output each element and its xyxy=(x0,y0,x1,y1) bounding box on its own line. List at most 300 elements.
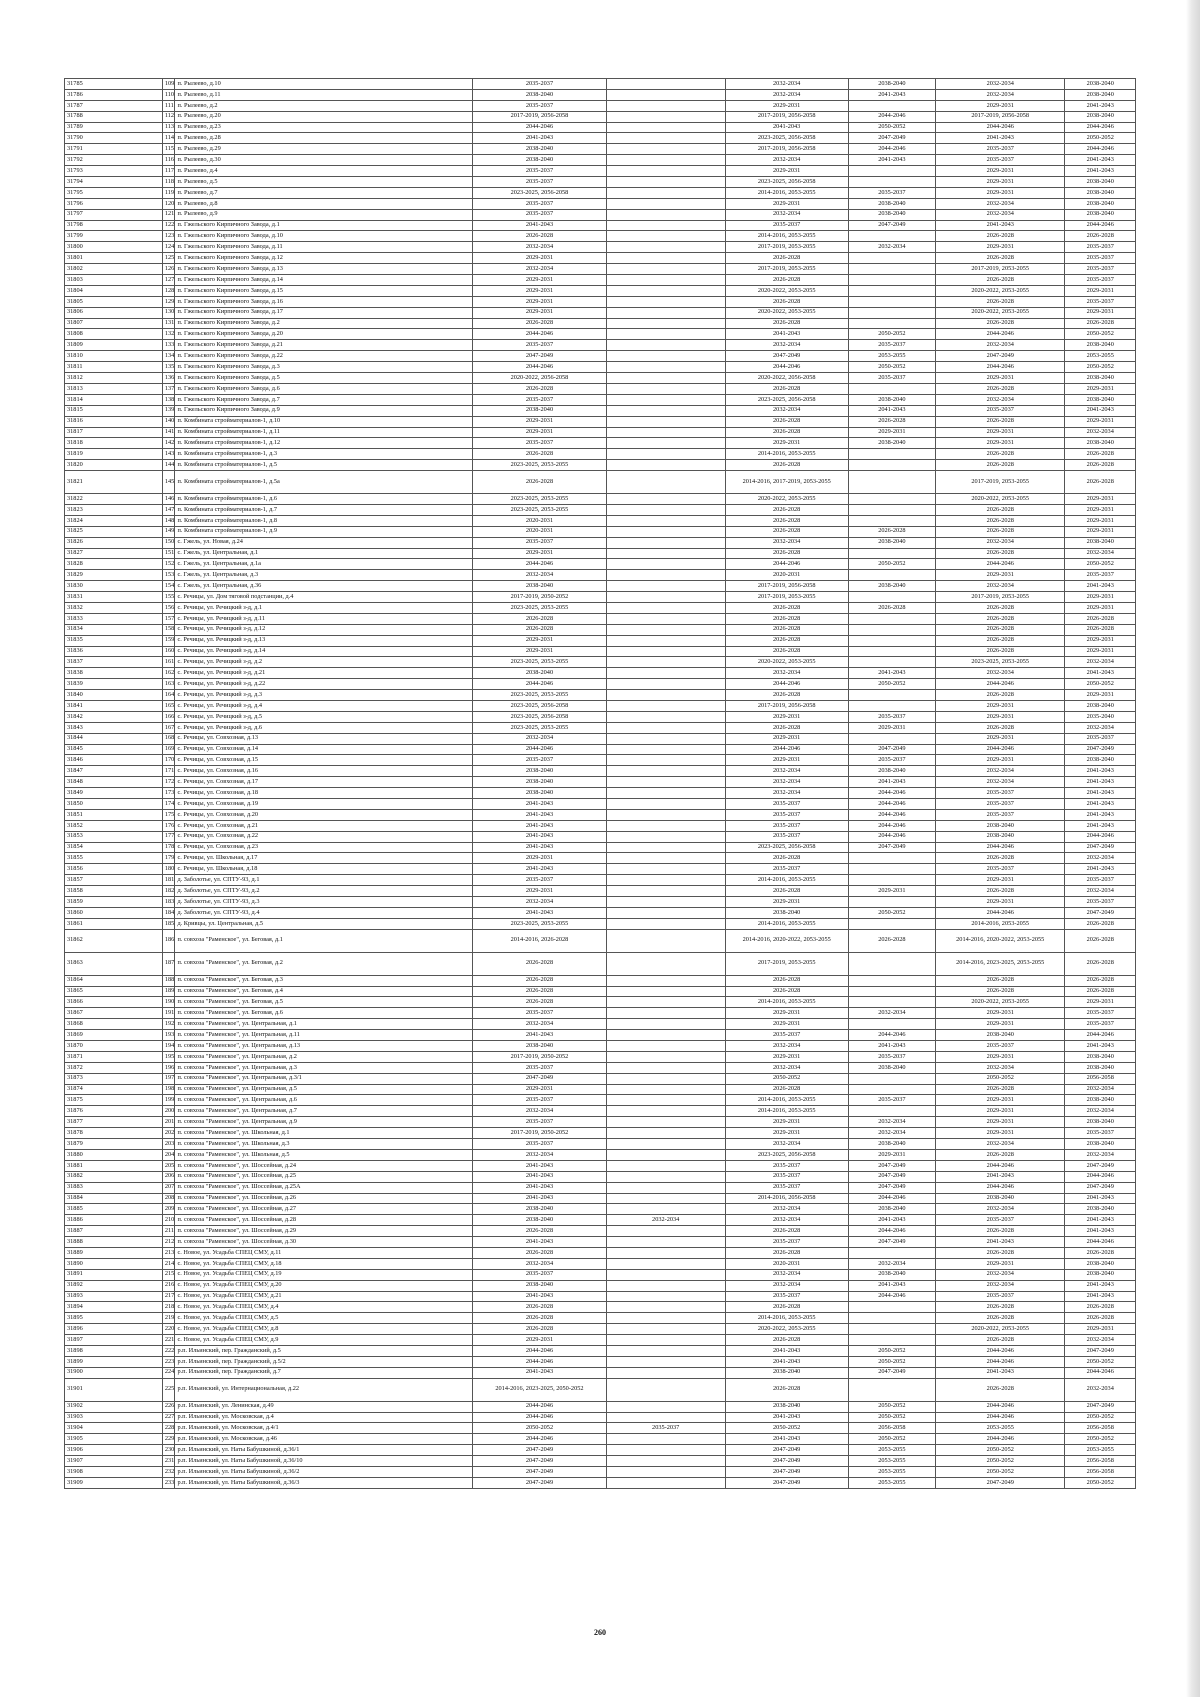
period-cell-2 xyxy=(606,624,725,635)
period-cell-4 xyxy=(848,918,935,929)
table-row xyxy=(65,1269,1136,1280)
record-id-cell: 31799 xyxy=(65,231,163,242)
record-id-cell: 31814 xyxy=(65,394,163,405)
row-number-cell: 156 xyxy=(162,602,175,613)
period-cell-1: 2029-2031 xyxy=(473,416,607,427)
period-cell-6: 2044-2046 xyxy=(1065,1367,1136,1378)
period-cell-2 xyxy=(606,275,725,286)
record-id-cell: 31822 xyxy=(65,494,163,505)
table-row xyxy=(65,515,1136,526)
record-id-cell: 31841 xyxy=(65,700,163,711)
period-cell-3: 2023-2025, 2056-2058 xyxy=(725,842,848,853)
period-cell-2 xyxy=(606,1412,725,1423)
period-cell-6: 2044-2046 xyxy=(1065,1237,1136,1248)
period-cell-5: 2017-2019, 2053-2055 xyxy=(936,264,1065,275)
address-cell: п. Гжельского Кирпичного Завода, д.21 xyxy=(175,340,473,351)
table-row xyxy=(65,1030,1136,1041)
period-cell-6: 2044-2046 xyxy=(1065,831,1136,842)
period-cell-2 xyxy=(606,831,725,842)
period-cell-6: 2044-2046 xyxy=(1065,1171,1136,1182)
period-cell-2 xyxy=(606,394,725,405)
row-number-cell: 167 xyxy=(162,722,175,733)
period-cell-4: 2032-2034 xyxy=(848,1008,935,1019)
period-cell-1: 2035-2037 xyxy=(473,166,607,177)
period-cell-3: 2029-2031 xyxy=(725,733,848,744)
address-cell: п. совхоза "Раменское", ул. Шоссейная, д.25 xyxy=(175,1171,473,1182)
table-row xyxy=(65,733,1136,744)
address-cell: п. Рылеево, д.7 xyxy=(175,187,473,198)
table-row xyxy=(65,340,1136,351)
period-cell-5: 2044-2046 xyxy=(936,907,1065,918)
period-cell-3: 2026-2028 xyxy=(725,1226,848,1237)
period-cell-6: 2035-2037 xyxy=(1065,733,1136,744)
period-cell-1: 2041-2043 xyxy=(473,133,607,144)
period-cell-1: 2029-2031 xyxy=(473,275,607,286)
period-cell-4: 2044-2046 xyxy=(848,1030,935,1041)
address-cell: с. Речицы, ул. Речицкий з-д, д.4 xyxy=(175,700,473,711)
period-cell-3: 2029-2031 xyxy=(725,198,848,209)
period-cell-3: 2017-2019, 2053-2055 xyxy=(725,242,848,253)
record-id-cell: 31884 xyxy=(65,1193,163,1204)
period-cell-6: 2029-2031 xyxy=(1065,504,1136,515)
row-number-cell: 226 xyxy=(162,1401,175,1412)
address-cell: с. Новое, ул. Усадьба СПЕЦ СМУ, д.11 xyxy=(175,1247,473,1258)
period-cell-5: 2029-2031 xyxy=(936,570,1065,581)
row-number-cell: 149 xyxy=(162,526,175,537)
period-cell-2 xyxy=(606,1378,725,1401)
period-cell-6: 2041-2043 xyxy=(1065,788,1136,799)
period-cell-2 xyxy=(606,526,725,537)
table-row xyxy=(65,997,1136,1008)
period-cell-6: 2035-2037 xyxy=(1065,1008,1136,1019)
period-cell-4: 2047-2049 xyxy=(848,842,935,853)
period-cell-2 xyxy=(606,1247,725,1258)
period-cell-1: 2035-2037 xyxy=(473,875,607,886)
period-cell-6: 2026-2028 xyxy=(1065,231,1136,242)
period-cell-6: 2047-2049 xyxy=(1065,907,1136,918)
period-cell-1: 2029-2031 xyxy=(473,307,607,318)
period-cell-2 xyxy=(606,1117,725,1128)
address-cell: п. Комбината стройматериалов-1, д.3 xyxy=(175,449,473,460)
period-cell-6: 2050-2052 xyxy=(1065,1412,1136,1423)
period-cell-4 xyxy=(848,318,935,329)
row-number-cell: 180 xyxy=(162,864,175,875)
table-row xyxy=(65,1445,1136,1456)
row-number-cell: 181 xyxy=(162,875,175,886)
period-cell-2 xyxy=(606,1445,725,1456)
period-cell-6: 2032-2034 xyxy=(1065,886,1136,897)
period-cell-1: 2035-2037 xyxy=(473,1062,607,1073)
period-cell-1: 2035-2037 xyxy=(473,1139,607,1150)
table-row xyxy=(65,548,1136,559)
record-id-cell: 31906 xyxy=(65,1445,163,1456)
period-cell-5: 2026-2028 xyxy=(936,1313,1065,1324)
table-row xyxy=(65,275,1136,286)
row-number-cell: 206 xyxy=(162,1171,175,1182)
row-number-cell: 179 xyxy=(162,853,175,864)
record-id-cell: 31818 xyxy=(65,438,163,449)
period-cell-6: 2056-2058 xyxy=(1065,1456,1136,1467)
period-cell-2 xyxy=(606,613,725,624)
period-cell-5: 2032-2034 xyxy=(936,581,1065,592)
period-cell-2 xyxy=(606,253,725,264)
row-number-cell: 168 xyxy=(162,733,175,744)
record-id-cell: 31904 xyxy=(65,1423,163,1434)
period-cell-2 xyxy=(606,766,725,777)
period-cell-2 xyxy=(606,1106,725,1117)
record-id-cell: 31881 xyxy=(65,1160,163,1171)
record-id-cell: 31849 xyxy=(65,788,163,799)
record-id-cell: 31908 xyxy=(65,1466,163,1477)
period-cell-6: 2038-2040 xyxy=(1065,537,1136,548)
row-number-cell: 216 xyxy=(162,1280,175,1291)
period-cell-3: 2047-2049 xyxy=(725,351,848,362)
period-cell-6: 2038-2040 xyxy=(1065,1095,1136,1106)
table-row xyxy=(65,624,1136,635)
period-cell-5: 2029-2031 xyxy=(936,1019,1065,1030)
row-number-cell: 194 xyxy=(162,1041,175,1052)
period-cell-3: 2026-2028 xyxy=(725,635,848,646)
period-cell-2 xyxy=(606,471,725,494)
period-cell-6: 2035-2040 xyxy=(1065,711,1136,722)
period-cell-1: 2029-2031 xyxy=(473,296,607,307)
period-cell-1: 2038-2040 xyxy=(473,581,607,592)
address-cell: п. Рылеево, д.2 xyxy=(175,100,473,111)
table-row xyxy=(65,1423,1136,1434)
row-number-cell: 207 xyxy=(162,1182,175,1193)
period-cell-3: 2032-2034 xyxy=(725,1062,848,1073)
address-cell: п. Гжельского Кирпичного Завода, д.5 xyxy=(175,373,473,384)
period-cell-6: 2047-2049 xyxy=(1065,1401,1136,1412)
row-number-cell: 143 xyxy=(162,449,175,460)
period-cell-4: 2032-2034 xyxy=(848,1258,935,1269)
table-row xyxy=(65,1313,1136,1324)
period-cell-4: 2041-2043 xyxy=(848,1280,935,1291)
period-cell-6: 2026-2028 xyxy=(1065,975,1136,986)
period-cell-5: 2026-2028 xyxy=(936,690,1065,701)
period-cell-5: 2014-2016, 2020-2022, 2053-2055 xyxy=(936,929,1065,952)
table-row xyxy=(65,242,1136,253)
period-cell-4 xyxy=(848,1247,935,1258)
row-number-cell: 129 xyxy=(162,296,175,307)
row-number-cell: 228 xyxy=(162,1423,175,1434)
period-cell-3: 2026-2028 xyxy=(725,416,848,427)
address-cell: п. Комбината стройматериалов-1, д.5 xyxy=(175,460,473,471)
address-cell: р.п. Ильинский, ул. Наты Бабушкиной, д.36/3 xyxy=(175,1477,473,1488)
period-cell-3: 2038-2040 xyxy=(725,907,848,918)
period-cell-6: 2026-2028 xyxy=(1065,449,1136,460)
period-cell-5: 2032-2034 xyxy=(936,1204,1065,1215)
period-cell-2 xyxy=(606,975,725,986)
period-cell-1: 2029-2031 xyxy=(473,1335,607,1346)
period-cell-1: 2035-2037 xyxy=(473,209,607,220)
period-cell-3: 2035-2037 xyxy=(725,220,848,231)
period-cell-2 xyxy=(606,351,725,362)
period-cell-4 xyxy=(848,449,935,460)
period-cell-1: 2035-2037 xyxy=(473,1095,607,1106)
row-number-cell: 225 xyxy=(162,1378,175,1401)
address-cell: с. Речицы, ул. Речицкий з-д, д.3 xyxy=(175,690,473,701)
record-id-cell: 31896 xyxy=(65,1324,163,1335)
table-row xyxy=(65,1073,1136,1084)
period-cell-3: 2041-2043 xyxy=(725,122,848,133)
period-cell-1: 2035-2037 xyxy=(473,394,607,405)
period-cell-6: 2041-2043 xyxy=(1065,820,1136,831)
record-id-cell: 31803 xyxy=(65,275,163,286)
period-cell-1: 2041-2043 xyxy=(473,907,607,918)
period-cell-4: 2041-2043 xyxy=(848,89,935,100)
record-id-cell: 31876 xyxy=(65,1106,163,1117)
period-cell-3: 2032-2034 xyxy=(725,209,848,220)
row-number-cell: 192 xyxy=(162,1019,175,1030)
period-cell-1: 2026-2028 xyxy=(473,1226,607,1237)
period-cell-6: 2035-2037 xyxy=(1065,1019,1136,1030)
period-cell-4: 2053-2055 xyxy=(848,1477,935,1488)
period-cell-1: 2023-2025, 2053-2055 xyxy=(473,504,607,515)
row-number-cell: 230 xyxy=(162,1445,175,1456)
period-cell-3: 2047-2049 xyxy=(725,1445,848,1456)
address-cell: с. Речицы, ул. Речицкий з-д, д.22 xyxy=(175,679,473,690)
table-row xyxy=(65,744,1136,755)
period-cell-3: 2035-2037 xyxy=(725,809,848,820)
period-cell-3: 2026-2028 xyxy=(725,886,848,897)
period-cell-6: 2044-2046 xyxy=(1065,122,1136,133)
table-row xyxy=(65,537,1136,548)
record-id-cell: 31846 xyxy=(65,755,163,766)
row-number-cell: 137 xyxy=(162,383,175,394)
period-cell-3: 2026-2028 xyxy=(725,253,848,264)
period-cell-6: 2050-2052 xyxy=(1065,679,1136,690)
record-id-cell: 31825 xyxy=(65,526,163,537)
record-id-cell: 31839 xyxy=(65,679,163,690)
address-cell: д. Заболотье, ул. СПТУ-93, д.2 xyxy=(175,886,473,897)
period-cell-2 xyxy=(606,820,725,831)
table-row xyxy=(65,755,1136,766)
address-cell: с. Гжель, ул. Центральная, д.1 xyxy=(175,548,473,559)
address-cell: п. совхоза "Раменское", ул. Шоссейная, д.27 xyxy=(175,1204,473,1215)
period-cell-4: 2044-2046 xyxy=(848,809,935,820)
period-cell-2 xyxy=(606,886,725,897)
record-id-cell: 31858 xyxy=(65,886,163,897)
period-cell-1: 2038-2040 xyxy=(473,89,607,100)
record-id-cell: 31831 xyxy=(65,592,163,603)
period-cell-2 xyxy=(606,373,725,384)
record-id-cell: 31833 xyxy=(65,613,163,624)
period-cell-3: 2035-2037 xyxy=(725,1160,848,1171)
address-cell: с. Речицы, ул. Речицкий з-д, д.13 xyxy=(175,635,473,646)
row-number-cell: 133 xyxy=(162,340,175,351)
period-cell-2 xyxy=(606,1041,725,1052)
record-id-cell: 31845 xyxy=(65,744,163,755)
period-cell-3: 2032-2034 xyxy=(725,1139,848,1150)
table-row xyxy=(65,231,1136,242)
address-cell: п. Гжельского Кирпичного Завода, д.13 xyxy=(175,264,473,275)
period-cell-2 xyxy=(606,537,725,548)
period-cell-3: 2026-2028 xyxy=(725,624,848,635)
period-cell-3: 2026-2028 xyxy=(725,986,848,997)
period-cell-2 xyxy=(606,1335,725,1346)
period-cell-5: 2038-2040 xyxy=(936,1193,1065,1204)
record-id-cell: 31901 xyxy=(65,1378,163,1401)
period-cell-1: 2029-2031 xyxy=(473,886,607,897)
table-row xyxy=(65,777,1136,788)
period-cell-3: 2050-2052 xyxy=(725,1423,848,1434)
row-number-cell: 123 xyxy=(162,231,175,242)
period-cell-2 xyxy=(606,907,725,918)
period-cell-4: 2038-2040 xyxy=(848,766,935,777)
period-cell-5: 2035-2037 xyxy=(936,155,1065,166)
period-cell-2 xyxy=(606,1226,725,1237)
period-cell-3: 2035-2037 xyxy=(725,1237,848,1248)
period-cell-4 xyxy=(848,657,935,668)
period-cell-4: 2050-2052 xyxy=(848,122,935,133)
period-cell-5: 2026-2028 xyxy=(936,1335,1065,1346)
period-cell-1: 2050-2052 xyxy=(473,1423,607,1434)
period-cell-1: 2035-2037 xyxy=(473,100,607,111)
period-cell-1: 2026-2028 xyxy=(473,318,607,329)
table-row xyxy=(65,809,1136,820)
period-cell-6: 2056-2058 xyxy=(1065,1466,1136,1477)
period-cell-6: 2035-2037 xyxy=(1065,296,1136,307)
period-cell-4 xyxy=(848,504,935,515)
period-cell-2 xyxy=(606,318,725,329)
table-row xyxy=(65,1335,1136,1346)
period-cell-6: 2029-2031 xyxy=(1065,494,1136,505)
period-cell-4: 2047-2049 xyxy=(848,1160,935,1171)
address-cell: п. Комбината стройматериалов-1, д.5а xyxy=(175,471,473,494)
period-cell-2 xyxy=(606,929,725,952)
period-cell-1: 2020-2031 xyxy=(473,515,607,526)
row-number-cell: 171 xyxy=(162,766,175,777)
table-row xyxy=(65,471,1136,494)
period-cell-5: 2032-2034 xyxy=(936,79,1065,90)
period-cell-3: 2026-2028 xyxy=(725,975,848,986)
table-row xyxy=(65,1356,1136,1367)
period-cell-4: 2047-2049 xyxy=(848,744,935,755)
period-cell-2 xyxy=(606,570,725,581)
row-number-cell: 210 xyxy=(162,1215,175,1226)
address-cell: с. Гжель, ул. Новая, д.24 xyxy=(175,537,473,548)
period-cell-4: 2050-2052 xyxy=(848,1356,935,1367)
period-cell-6: 2032-2034 xyxy=(1065,657,1136,668)
table-row xyxy=(65,602,1136,613)
period-cell-2 xyxy=(606,1193,725,1204)
period-cell-2 xyxy=(606,602,725,613)
record-id-cell: 31872 xyxy=(65,1062,163,1073)
period-cell-2 xyxy=(606,187,725,198)
period-cell-1: 2038-2040 xyxy=(473,405,607,416)
period-cell-2 xyxy=(606,646,725,657)
period-cell-5: 2020-2022, 2053-2055 xyxy=(936,307,1065,318)
period-cell-5: 2032-2034 xyxy=(936,1280,1065,1291)
row-number-cell: 203 xyxy=(162,1139,175,1150)
period-cell-4: 2041-2043 xyxy=(848,1215,935,1226)
table-row xyxy=(65,1456,1136,1467)
address-cell: р.п. Ильинский, ул. Наты Бабушкиной, д.36/2 xyxy=(175,1466,473,1477)
record-id-cell: 31857 xyxy=(65,875,163,886)
period-cell-2 xyxy=(606,997,725,1008)
row-number-cell: 185 xyxy=(162,918,175,929)
period-cell-6: 2056-2058 xyxy=(1065,1073,1136,1084)
row-number-cell: 218 xyxy=(162,1302,175,1313)
period-cell-4: 2044-2046 xyxy=(848,820,935,831)
row-number-cell: 162 xyxy=(162,668,175,679)
record-id-cell: 31869 xyxy=(65,1030,163,1041)
schedule-table-body xyxy=(65,79,1136,1489)
row-number-cell: 130 xyxy=(162,307,175,318)
period-cell-5: 2020-2022, 2053-2055 xyxy=(936,997,1065,1008)
row-number-cell: 128 xyxy=(162,285,175,296)
record-id-cell: 31834 xyxy=(65,624,163,635)
row-number-cell: 147 xyxy=(162,504,175,515)
period-cell-1: 2035-2037 xyxy=(473,1117,607,1128)
address-cell: п. Рылеево, д.8 xyxy=(175,198,473,209)
period-cell-4: 2053-2055 xyxy=(848,1456,935,1467)
period-cell-3: 2014-2016, 2053-2055 xyxy=(725,918,848,929)
period-cell-6: 2029-2031 xyxy=(1065,1324,1136,1335)
record-id-cell: 31909 xyxy=(65,1477,163,1488)
period-cell-5: 2026-2028 xyxy=(936,504,1065,515)
period-cell-5: 2047-2049 xyxy=(936,1477,1065,1488)
period-cell-6: 2038-2040 xyxy=(1065,1051,1136,1062)
row-number-cell: 214 xyxy=(162,1258,175,1269)
record-id-cell: 31844 xyxy=(65,733,163,744)
table-row xyxy=(65,111,1136,122)
record-id-cell: 31824 xyxy=(65,515,163,526)
period-cell-1: 2041-2043 xyxy=(473,1367,607,1378)
row-number-cell: 155 xyxy=(162,592,175,603)
period-cell-4 xyxy=(848,1313,935,1324)
period-cell-2 xyxy=(606,242,725,253)
period-cell-4 xyxy=(848,1378,935,1401)
period-cell-3: 2029-2031 xyxy=(725,100,848,111)
period-cell-6: 2038-2040 xyxy=(1065,700,1136,711)
period-cell-1: 2029-2031 xyxy=(473,253,607,264)
period-cell-5: 2035-2037 xyxy=(936,788,1065,799)
address-cell: п. совхоза "Раменское", ул. Школьная, д.5 xyxy=(175,1149,473,1160)
period-cell-4: 2050-2052 xyxy=(848,679,935,690)
period-cell-6: 2038-2040 xyxy=(1065,1139,1136,1150)
record-id-cell: 31873 xyxy=(65,1073,163,1084)
period-cell-5: 2032-2034 xyxy=(936,198,1065,209)
period-cell-4 xyxy=(848,592,935,603)
record-id-cell: 31789 xyxy=(65,122,163,133)
table-row xyxy=(65,307,1136,318)
address-cell: с. Речицы, ул. Совхозная, д.14 xyxy=(175,744,473,755)
period-cell-4: 2038-2040 xyxy=(848,537,935,548)
period-cell-3: 2035-2037 xyxy=(725,1291,848,1302)
period-cell-4 xyxy=(848,952,935,975)
record-id-cell: 31816 xyxy=(65,416,163,427)
table-row xyxy=(65,831,1136,842)
period-cell-2 xyxy=(606,89,725,100)
period-cell-4: 2038-2040 xyxy=(848,79,935,90)
row-number-cell: 125 xyxy=(162,253,175,264)
period-cell-1: 2035-2037 xyxy=(473,438,607,449)
address-cell: п. Комбината стройматериалов-1, д.8 xyxy=(175,515,473,526)
record-id-cell: 31878 xyxy=(65,1128,163,1139)
period-cell-4 xyxy=(848,548,935,559)
period-cell-3: 2029-2031 xyxy=(725,1128,848,1139)
period-cell-5: 2026-2028 xyxy=(936,253,1065,264)
table-row xyxy=(65,690,1136,701)
period-cell-1: 2047-2049 xyxy=(473,1477,607,1488)
period-cell-3: 2047-2049 xyxy=(725,1466,848,1477)
period-cell-5: 2020-2022, 2053-2055 xyxy=(936,285,1065,296)
period-cell-6: 2038-2040 xyxy=(1065,1204,1136,1215)
table-row xyxy=(65,907,1136,918)
period-cell-6: 2041-2043 xyxy=(1065,1291,1136,1302)
